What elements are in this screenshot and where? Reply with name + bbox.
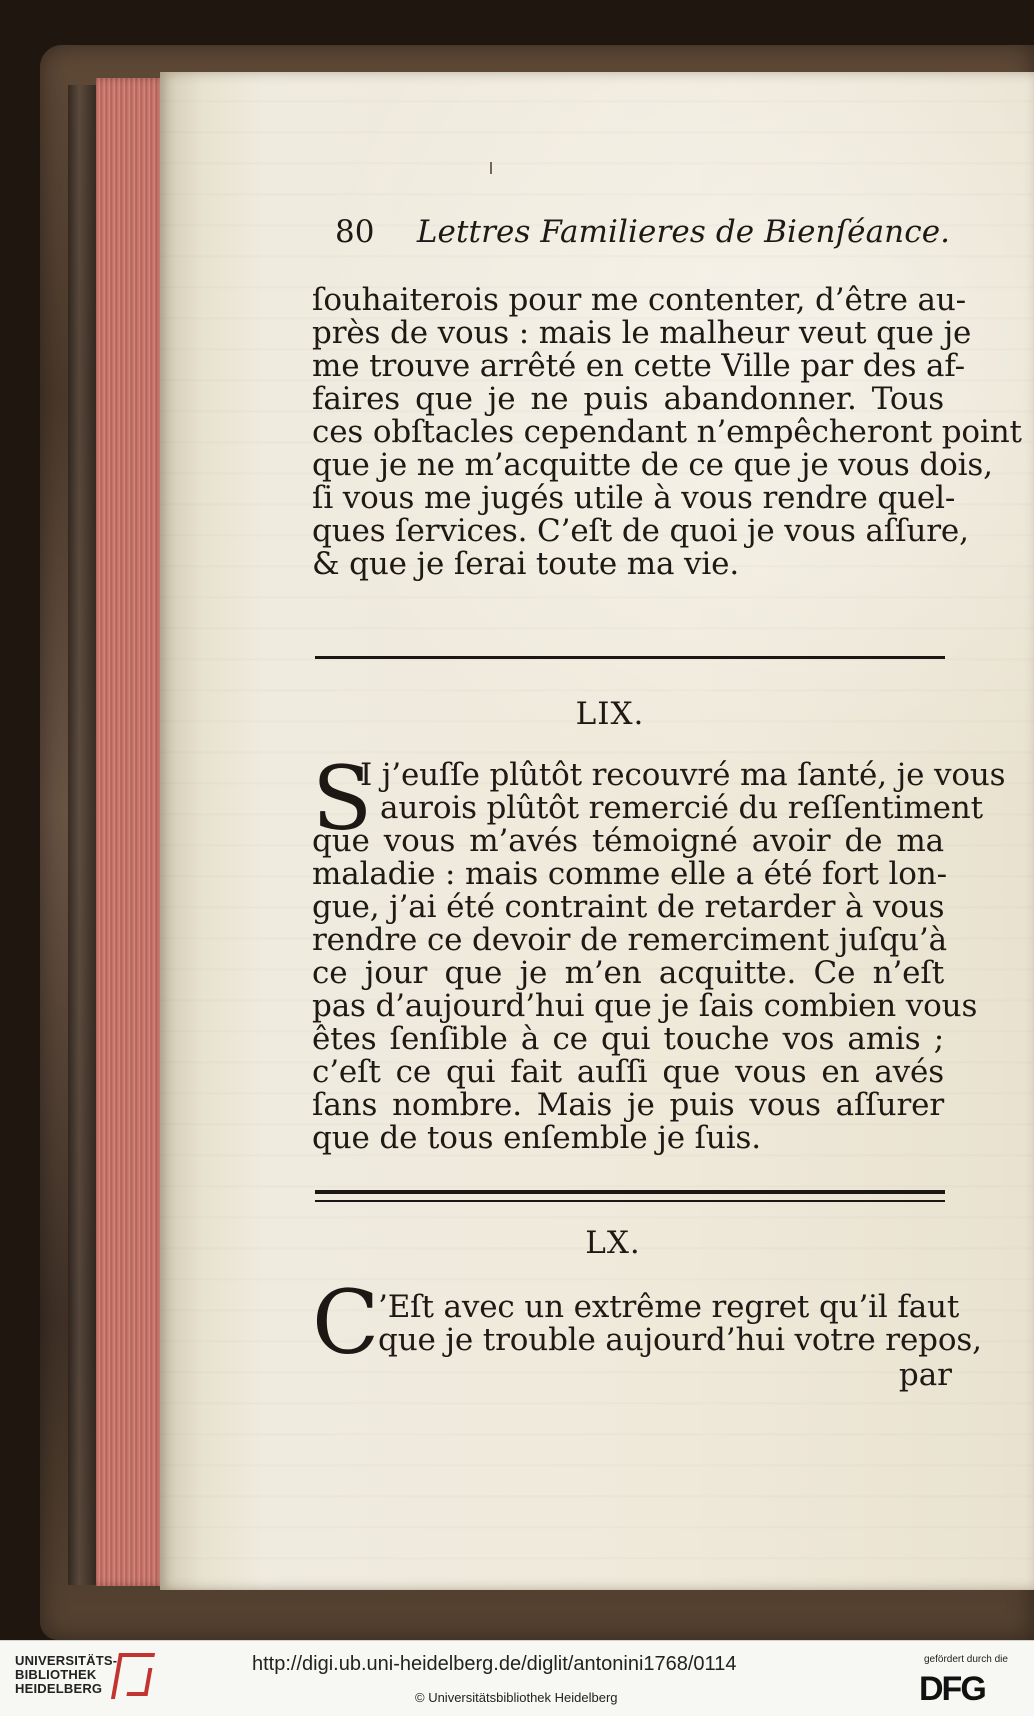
digital-object-link[interactable]: http://digi.ub.uni-heidelberg.de/diglit/antonini1768/0114 xyxy=(252,1653,737,1675)
letter-number-lix: LIX. xyxy=(575,696,645,732)
section-divider-lower xyxy=(315,1200,945,1202)
running-title: Lettres Familieres de Bienſéance. xyxy=(416,214,951,250)
text-line: ques ſervices. C’eſt de quoi je vous aſſure, xyxy=(312,513,969,549)
text-line: & que je ſerai toute ma vie. xyxy=(312,546,740,582)
section-divider xyxy=(315,656,945,659)
letter-number-lx: LX. xyxy=(585,1225,641,1261)
text-line: ces obſtacles cependant n’empêcheront point xyxy=(312,414,1022,450)
text-line: maladie : mais comme elle a été fort lon- xyxy=(312,856,947,892)
text-line: que vous m’avés témoigné avoir de ma xyxy=(312,823,944,859)
text-line: êtes ſenſible à ce qui touche vos amis ; xyxy=(312,1021,944,1057)
drop-cap-s: S xyxy=(312,747,373,850)
drop-cap-c: C xyxy=(312,1271,380,1374)
text-line: que je ne m’acquitte de ce que je vous dois, xyxy=(312,447,993,483)
text-line: que de tous enſemble je ſuis. xyxy=(312,1120,761,1156)
spine-shadow xyxy=(68,85,96,1585)
letter-lix-body xyxy=(312,757,1006,1156)
library-logo-text: UNIVERSITÄTS- BIBLIOTHEK HEIDELBERG xyxy=(15,1653,118,1696)
red-page-edges xyxy=(96,78,168,1586)
paper-mark xyxy=(490,162,492,174)
previous-letter-ending xyxy=(312,282,1022,582)
library-footer xyxy=(0,1640,1034,1716)
text-line: gue, j’ai été contraint de retarder à vous xyxy=(312,889,945,925)
page-header xyxy=(335,214,951,250)
text-line: c’eſt ce qui fait auſſi que vous en avés xyxy=(312,1054,944,1090)
letter-lx-body xyxy=(312,1289,982,1358)
text-line: pas d’aujourd’hui que je ſais combien vous xyxy=(312,988,978,1024)
text-line: faires que je ne puis abandonner. Tous xyxy=(312,381,944,417)
text-line: que je trouble aujourd’hui votre repos, xyxy=(378,1322,982,1358)
text-line: I j’euſſe plûtôt recouvré ma ſanté, je vous xyxy=(360,757,1006,793)
text-line: me trouve arrêté en cette Ville par des af- xyxy=(312,348,965,384)
funder-note: gefördert durch die xyxy=(924,1654,1008,1665)
text-line: ’Eſt avec un extrême regret qu’il faut xyxy=(378,1289,960,1325)
library-logo-icon xyxy=(111,1653,155,1699)
catchword: par xyxy=(898,1357,952,1393)
text-line: ce jour que je m’en acquitte. Ce n’eſt xyxy=(312,955,944,991)
copyright-notice: © Universitätsbibliothek Heidelberg xyxy=(415,1690,618,1705)
text-line: ſouhaiterois pour me contenter, d’être au- xyxy=(312,282,966,318)
dfg-logo: DFG xyxy=(919,1670,985,1708)
text-line: ſans nombre. Mais je puis vous aſſurer xyxy=(312,1087,944,1123)
text-line: aurois plûtôt remercié du reſſentiment xyxy=(380,790,983,826)
text-line: près de vous : mais le malheur veut que je xyxy=(312,315,972,351)
text-line: rendre ce devoir de remerciment juſqu’à xyxy=(312,922,947,958)
book-page xyxy=(160,72,1034,1590)
text-line: ſi vous me jugés utile à vous rendre quel- xyxy=(312,480,956,516)
section-divider-upper xyxy=(315,1190,945,1194)
page-number: 80 xyxy=(335,214,375,250)
